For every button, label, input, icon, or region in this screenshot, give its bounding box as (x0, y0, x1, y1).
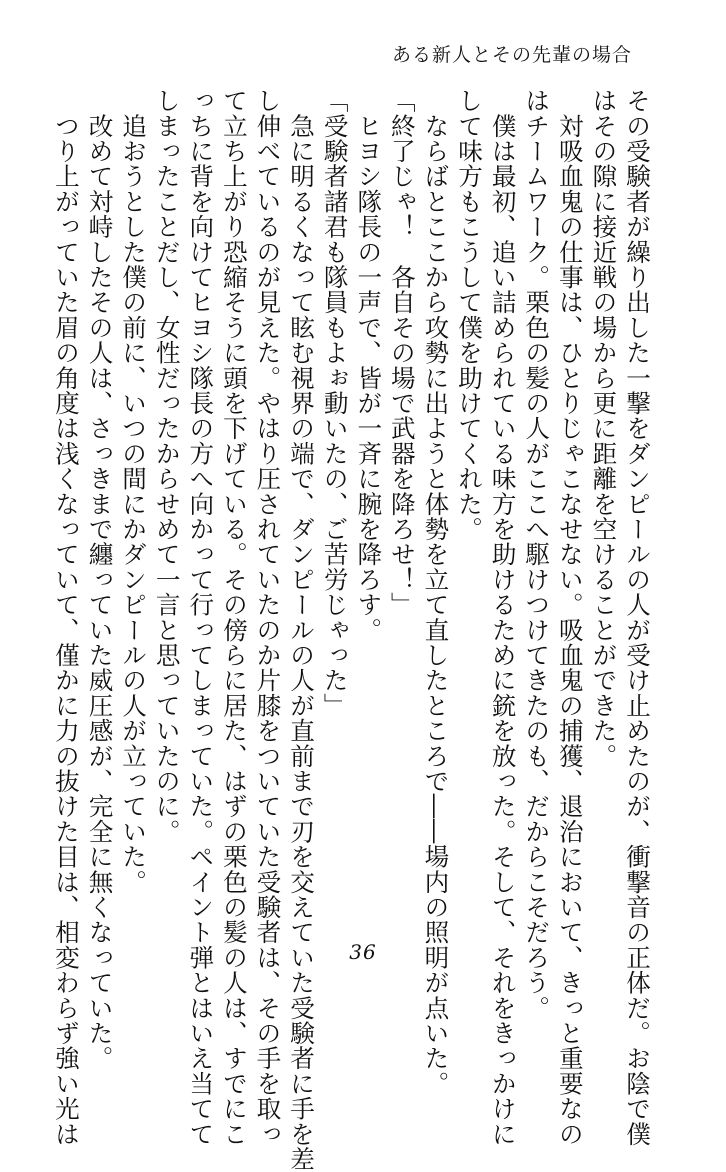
text-line: ならばとここから攻勢に出ようと体勢を立て直したところで――場内の照明が点いた。 (421, 88, 451, 1096)
text-line: して味方もこうして僕を助けてくれた。 (455, 88, 485, 542)
page-number: 36 (349, 940, 377, 964)
text-line: 急に明るくなって眩む視界の端で、ダンピールの人が直前まで刃を交えていた受験者に手を差 (287, 88, 317, 1172)
text-line: て立ち上がり恐縮そうに頭を下げている。その傍らに居た、はずの栗色の髪の人は、すでにこ (219, 88, 249, 1147)
text-line: し伸べているのが見えた。やはり圧されていたのか片膝をついていた受験者は、その手を取っ (253, 88, 283, 1147)
text-line: しまったことだし、女性だったからせめて一言と思っていたのに。 (152, 88, 182, 844)
running-head-title: ある新人とその先輩の場合 (391, 44, 632, 66)
text-line: つり上がっていた眉の角度は浅くなっていて、僅かに力の抜けた目は、相変わらず強い光は (51, 88, 81, 1147)
text-line: 対吸血鬼の仕事は、ひとりじゃこなせない。吸血鬼の捕獲、退治において、きっと重要なの (555, 88, 585, 1147)
text-line: はチームワーク。栗色の髪の人がここへ駆けつけてきたのも、だからこそだろう。 (522, 88, 552, 1021)
text-line: っちに背を向けてヒヨシ隊長の方へ向かって行ってしまっていた。ペイント弾とはいえ当てて (186, 88, 216, 1147)
text-line: 「受験者諸君も隊員もよぉ動いたの、ご苦労じゃった」 (320, 88, 350, 718)
text-line: 改めて対峙したその人は、さっきまで纏っていた威圧感が、完全に無くなっていた。 (85, 88, 115, 1071)
text-line: 僕は最初、追い詰められている味方を助けるために銃を放った。そして、それをきっかけに (488, 88, 518, 1147)
text-line: ヒヨシ隊長の一声で、皆が一斉に腕を降ろす。 (354, 88, 384, 643)
text-line: はその隙に接近戦の場から更に距離を空けることができた。 (589, 88, 619, 769)
text-line: その受験者が繰り出した一撃をダンピールの人が受け止めたのが、衝撃音の正体だ。お陰で僕 (623, 88, 652, 1147)
text-line: 「終了じゃ！ 各自その場で武器を降ろせ！」 (387, 88, 417, 618)
text-line: 追おうとした僕の前に、いつの間にかダンピールの人が立っていた。 (119, 88, 149, 895)
